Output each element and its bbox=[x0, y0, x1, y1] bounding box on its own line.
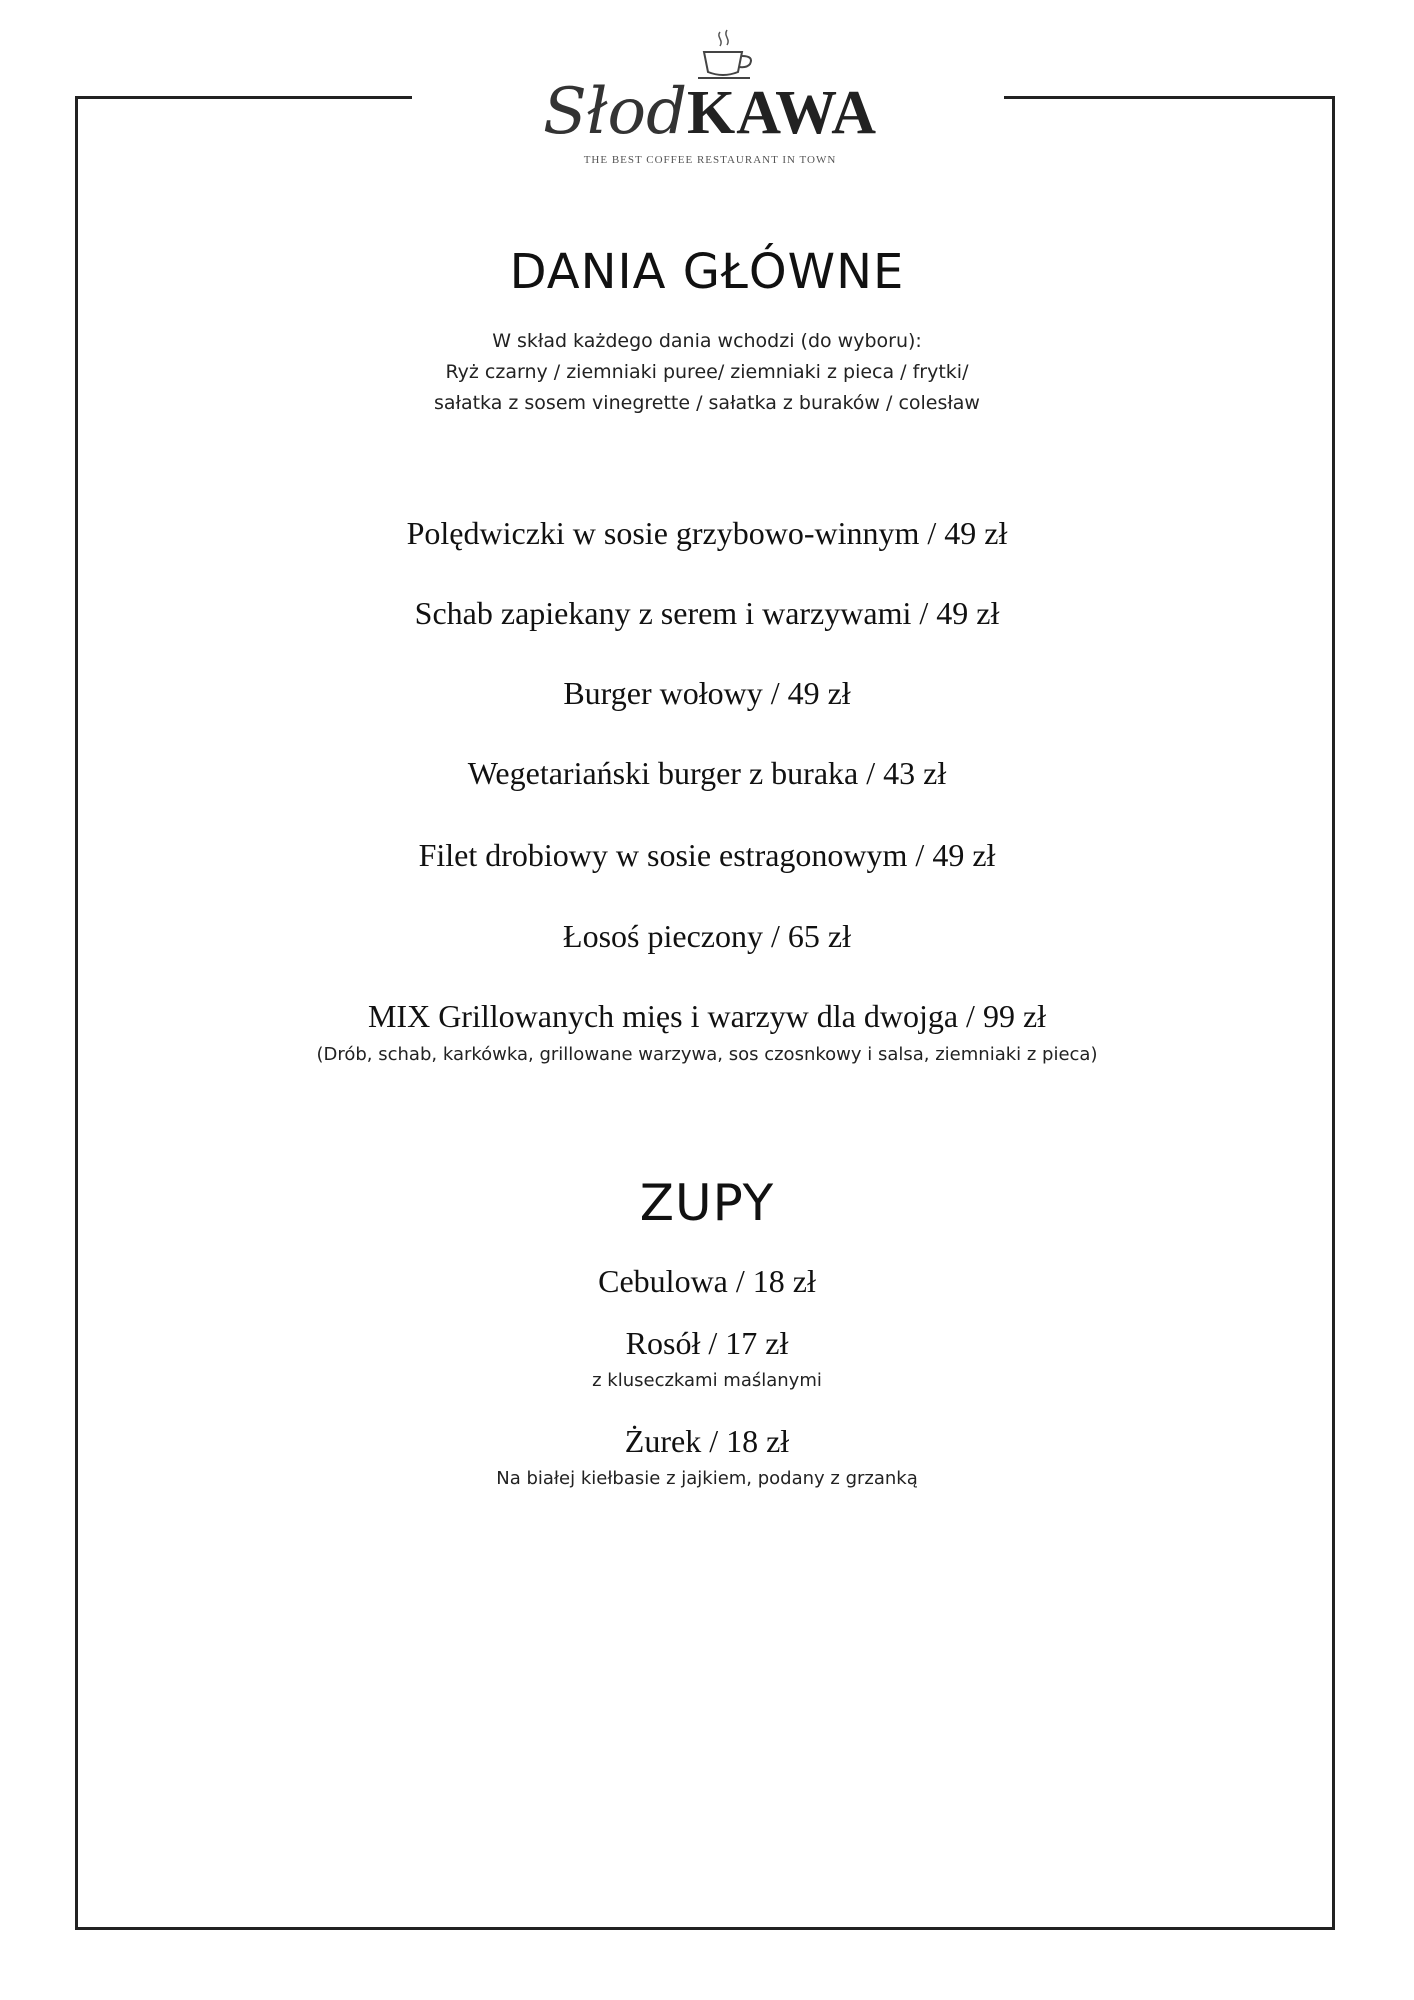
soup-note: z kluseczkami maślanymi bbox=[592, 1370, 822, 1391]
dish-item: Filet drobiowy w sosie estragonowym / 49 zł bbox=[418, 837, 996, 873]
soup-note: Na białej kiełbasie z jajkiem, podany z grzanką bbox=[496, 1468, 918, 1489]
dish-item: Wegetariański burger z buraka / 43 zł bbox=[467, 755, 947, 791]
soup-item: Żurek / 18 zł bbox=[624, 1423, 790, 1459]
main-courses-intro bbox=[0, 326, 1414, 419]
main-courses-title: DANIA GŁÓWNE bbox=[509, 244, 905, 300]
dish-item: Schab zapiekany z serem i warzywami / 49 zł bbox=[414, 595, 1000, 631]
dish-item: Polędwiczki w sosie grzybowo-winnym / 49 zł bbox=[406, 515, 1008, 551]
logo-script-text: Słod bbox=[542, 75, 688, 149]
soup-item: Cebulowa / 18 zł bbox=[598, 1263, 816, 1299]
intro-line: W skład każdego dania wchodzi (do wyboru): bbox=[492, 330, 922, 352]
intro-line: Ryż czarny / ziemniaki puree/ ziemniaki z pieca / frytki/ bbox=[445, 361, 969, 383]
intro-line: sałatka z sosem vinegrette / sałatka z buraków / colesław bbox=[434, 392, 980, 414]
logo-bold-text: KAWA bbox=[687, 79, 878, 147]
dish-item: Burger wołowy / 49 zł bbox=[563, 675, 851, 711]
dish-item: MIX Grillowanych mięs i warzyw dla dwojga / 99 zł bbox=[367, 998, 1047, 1034]
restaurant-logo bbox=[530, 28, 890, 178]
logo-tagline: THE BEST COFFEE RESTAURANT IN TOWN bbox=[583, 154, 837, 166]
dish-item: Łosoś pieczony / 65 zł bbox=[563, 918, 851, 954]
soup-item: Rosół / 17 zł bbox=[625, 1325, 789, 1361]
soups-title: ZUPY bbox=[639, 1174, 775, 1232]
dish-note: (Drób, schab, karkówka, grillowane warzywa, sos czosnkowy i salsa, ziemniaki z pieca) bbox=[316, 1044, 1098, 1065]
